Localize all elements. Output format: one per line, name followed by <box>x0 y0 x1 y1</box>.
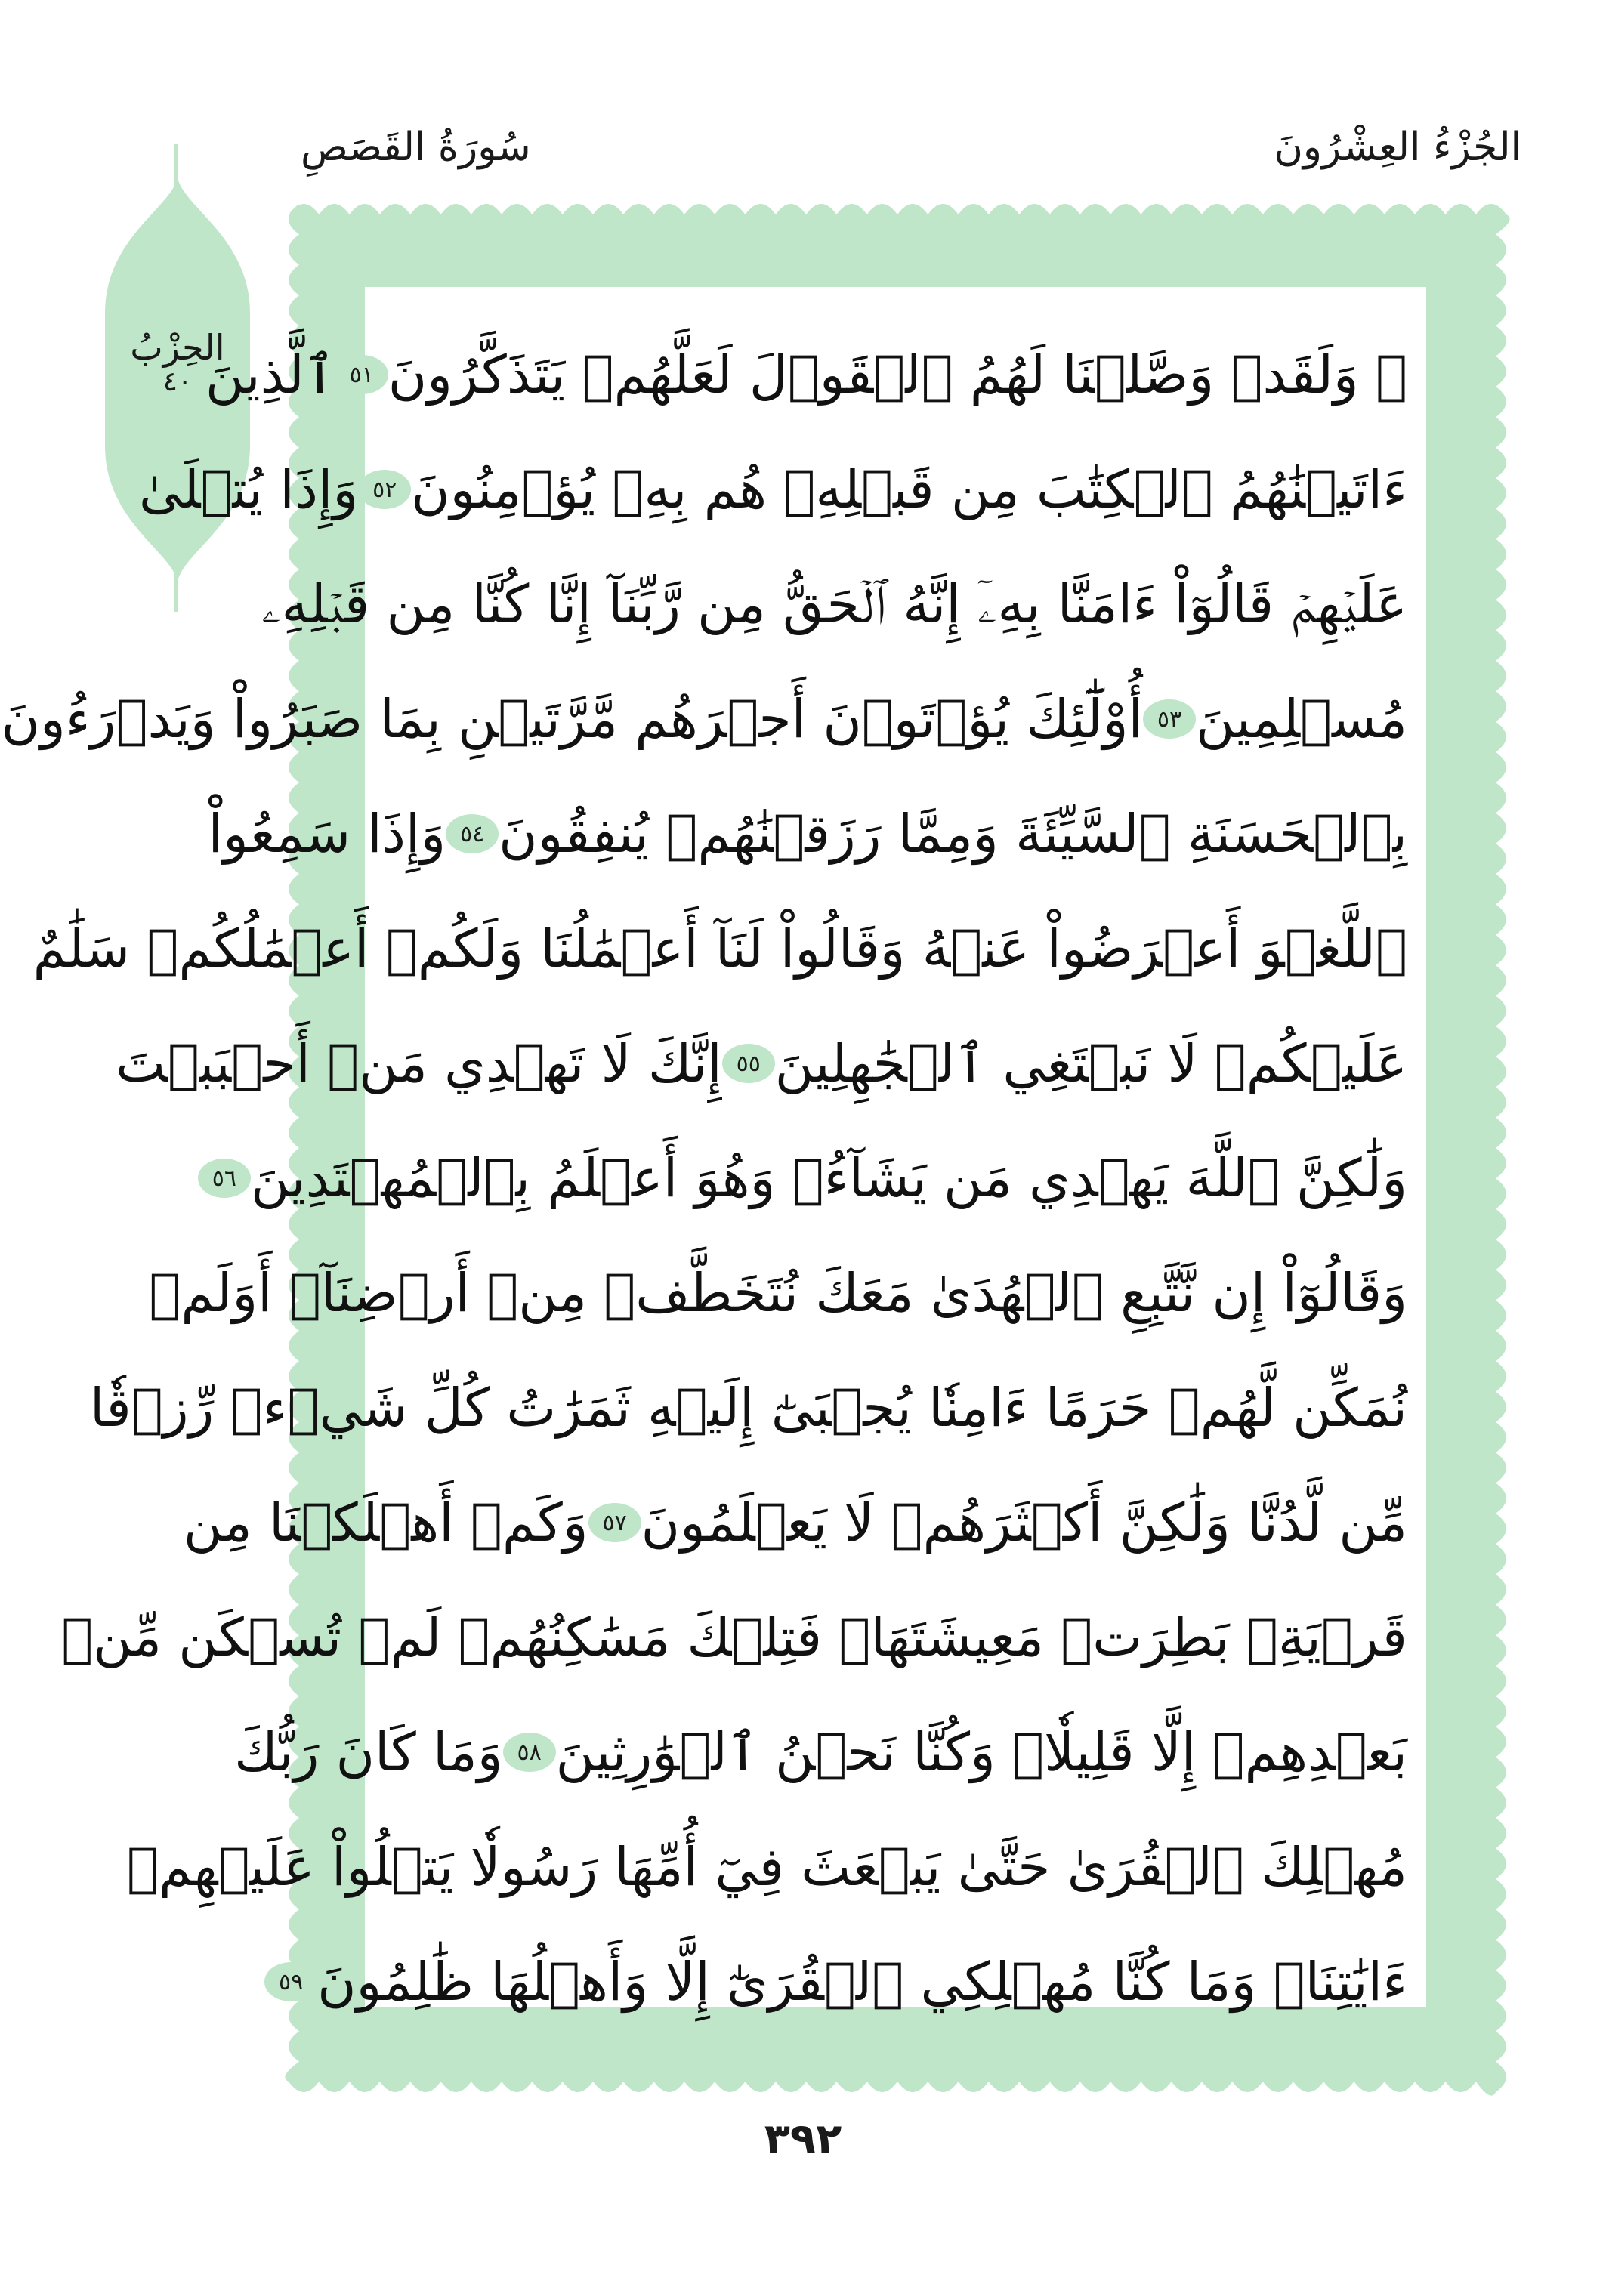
verse-line <box>61 1580 1407 1695</box>
verse-line <box>212 1121 1407 1236</box>
verse-text: بَعۡدِهِمۡ إِلَّا قَلِيلٗاۖ وَكُنَّا نَحۡنُ ٱلۡوَٰرِثِينَ <box>555 1721 1407 1783</box>
verse-line <box>32 891 1407 1006</box>
aya-number-marker: ٥٨ <box>503 1733 556 1772</box>
verse-line <box>183 1465 1407 1580</box>
verse-text: وَإِذَا سَمِعُواْ <box>208 803 446 865</box>
verse-line <box>208 776 1407 891</box>
verse-line <box>149 1236 1407 1350</box>
verse-line <box>116 1006 1407 1121</box>
verse-line <box>205 317 1407 432</box>
verse-text: مُهۡلِكَ ٱلۡقُرَىٰ حَتَّىٰ يَبۡعَثَ فِيٓ أُمِّهَا رَسُولٗا يَتۡلُواْ عَلَيۡهِمۡ <box>126 1836 1407 1898</box>
page-number: ٣٩٢ <box>764 2115 842 2164</box>
verse-text: ءَاتَيۡنَٰهُمُ ٱلۡكِتَٰبَ مِن قَبۡلِهِۦ هُم بِهِۦ يُؤۡمِنُونَ <box>411 458 1407 520</box>
hizb-number: ٤٠ <box>162 366 193 397</box>
verse-line <box>1 662 1407 776</box>
verse-text: وَلَٰكِنَّ ٱللَّهَ يَهۡدِي مَن يَشَآءُۚ وَهُوَ أَعۡلَمُ بِٱلۡمُهۡتَدِينَ <box>250 1147 1407 1209</box>
surah-name: سُورَةُ القَصَصِ <box>301 125 531 170</box>
verse-text: وَكَمۡ أَهۡلَكۡنَا مِن <box>183 1492 588 1554</box>
verse-text: وَقَالُوٓاْ إِن نَّتَّبِعِ ٱلۡهُدَىٰ مَعَكَ نُتَخَطَّفۡ مِنۡ أَرۡضِنَآۚ أَوَلَمۡ <box>149 1262 1407 1324</box>
verse-text: أُوْلَٰٓئِكَ يُؤۡتَوۡنَ أَجۡرَهُم مَّرَّتَيۡنِ بِمَا صَبَرُواْ وَيَدۡرَءُونَ <box>1 688 1143 750</box>
verse-text: ۞ وَلَقَدۡ وَصَّلۡنَا لَهُمُ ٱلۡقَوۡلَ لَعَلَّهُمۡ يَتَذَكَّرُونَ <box>388 344 1407 406</box>
verse-text: وَإِذَا يُتۡلَىٰ <box>138 458 359 520</box>
juz-name: الجُزْءُ العِشْرُونَ <box>1274 125 1521 170</box>
aya-number-marker: ٥٧ <box>588 1503 641 1542</box>
verse-text: قَرۡيَةِۭ بَطِرَتۡ مَعِيشَتَهَاۖ فَتِلۡكَ مَسَٰكِنُهُمۡ لَمۡ تُسۡكَن مِّنۢ <box>61 1606 1407 1668</box>
verse-text: مِّن لَّدُنَّا وَلَٰكِنَّ أَكۡثَرَهُمۡ لَا يَعۡلَمُونَ <box>641 1492 1407 1554</box>
verse-text: ءَايَٰتِنَاۚ وَمَا كُنَّا مُهۡلِكِي ٱلۡقُرَىٰٓ إِلَّا وَأَهۡلُهَا ظَٰلِمُونَ <box>317 1951 1407 2013</box>
verse-text: ٱلَّذِينَ <box>205 344 335 406</box>
verse-text: إِنَّكَ لَا تَهۡدِي مَنۡ أَحۡبَبۡتَ <box>116 1032 722 1094</box>
verse-text: عَلَيۡهِمۡ قَالُوٓاْ ءَامَنَّا بِهِۦٓ إِنَّهُ ٱلۡحَقُّ مِن رَّبِّنَآ إِنَّا كُنَّا مِن قَبۡلِهِۦ <box>261 572 1407 635</box>
aya-number-marker: ٥٥ <box>722 1044 775 1083</box>
aya-number-marker: ٥٣ <box>1143 699 1196 739</box>
verse-line <box>234 1695 1407 1810</box>
verse-text: وَمَا كَانَ رَبُّكَ <box>234 1721 503 1783</box>
aya-number-marker: ٥١ <box>335 355 388 394</box>
verse-text: مُسۡلِمِينَ <box>1196 688 1407 750</box>
verse-line <box>138 432 1407 547</box>
hizb-title: الحِزْبُ <box>130 327 225 368</box>
aya-number-marker: ٥٤ <box>446 814 499 853</box>
verse-text: نُمَكِّن لَّهُمۡ حَرَمًا ءَامِنٗا يُجۡبَىٰٓ إِلَيۡهِ ثَمَرَٰتُ كُلِّ شَيۡءٖ رِّزۡقٗا <box>89 1377 1407 1439</box>
aya-number-marker: ٥٦ <box>198 1159 251 1198</box>
verse-line <box>278 1924 1407 2039</box>
verse-text: ٱللَّغۡوَ أَعۡرَضُواْ عَنۡهُ وَقَالُواْ لَنَآ أَعۡمَٰلُنَا وَلَكُمۡ أَعۡمَٰلُكُمۡ سَلَٰمٌ <box>32 918 1407 980</box>
verse-line <box>126 1810 1407 1924</box>
aya-number-marker: ٥٩ <box>264 1962 317 2001</box>
verse-text: عَلَيۡكُمۡ لَا نَبۡتَغِي ٱلۡجَٰهِلِينَ <box>774 1032 1407 1094</box>
verse-line <box>261 547 1407 662</box>
verse-text: بِٱلۡحَسَنَةِ ٱلسَّيِّئَةَ وَمِمَّا رَزَقۡنَٰهُمۡ يُنفِقُونَ <box>499 803 1407 865</box>
aya-number-marker: ٥٢ <box>358 470 411 509</box>
verse-line <box>89 1350 1407 1465</box>
